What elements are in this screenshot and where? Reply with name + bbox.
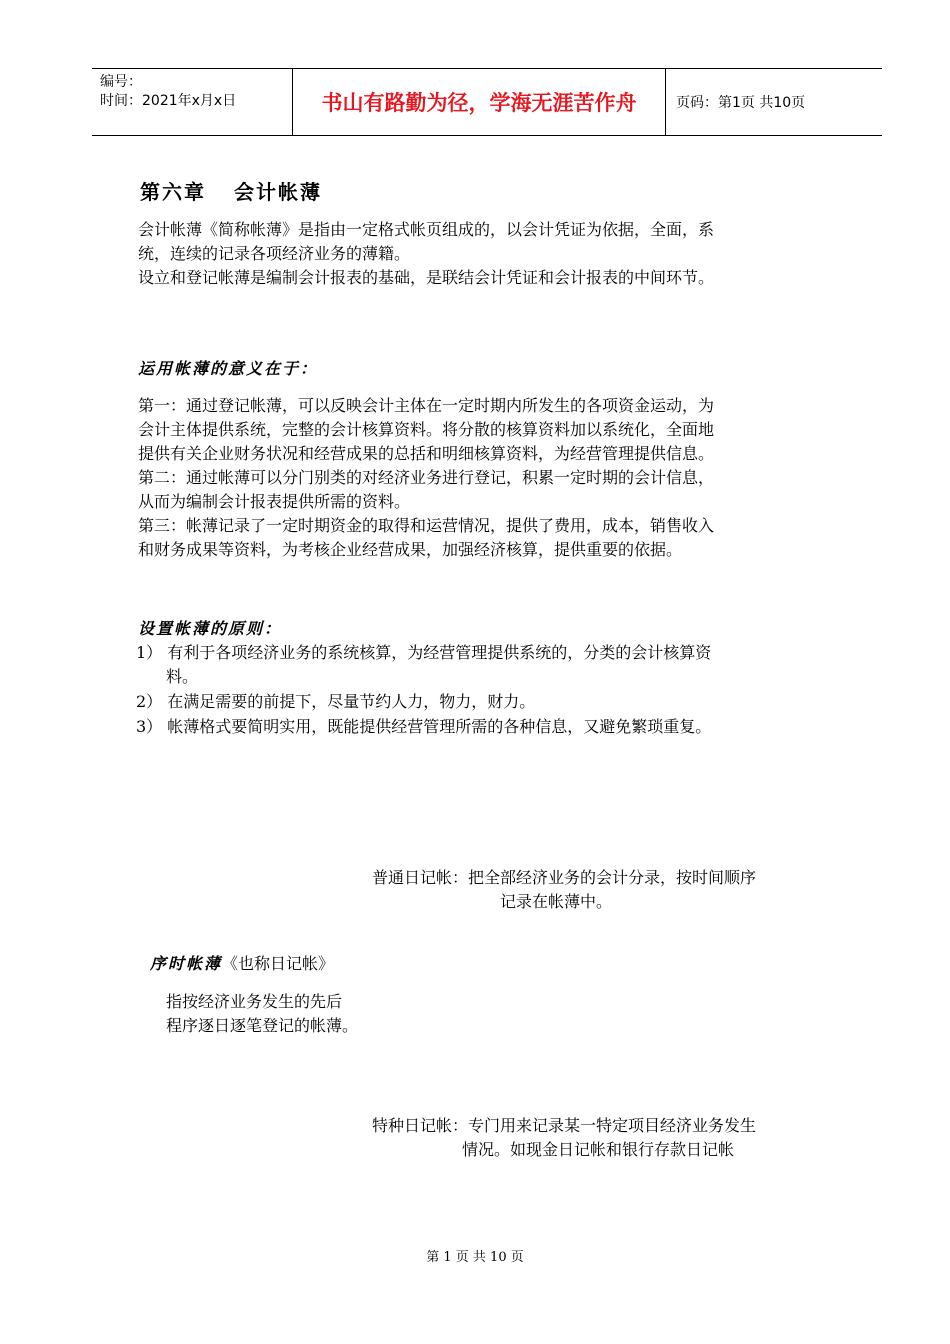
header-meta (92, 69, 293, 135)
significance-line-3: 提供有关企业财务状况和经营成果的总括和明细核算资料，为经营管理提供信息。 (138, 444, 715, 463)
significance-line-4: 第二：通过帐薄可以分门别类的对经济业务进行登记，积累一定时期的会计信息， (138, 468, 715, 487)
doc-time: 时间：2021年x月x日 (100, 93, 237, 109)
chapter-title (140, 176, 322, 205)
significance-line-7: 和财务成果等资料，为考核企业经营成果，加强经济核算，提供重要的依据。 (138, 540, 683, 559)
principle-item-3: 3） 帐薄格式要简明实用，既能提供经营管理所需的各种信息，又避免繁琐重复。 (136, 717, 712, 736)
intro-line-1: 会计帐薄《简称帐薄》是指由一定格式帐页组成的，以会计凭证为依据，全面，系 (138, 220, 715, 239)
chapter-name: 会计帐薄 (234, 180, 322, 204)
chrono-ledger-title (150, 952, 334, 976)
page-footer: 第 1 页 共 10 页 (426, 1250, 524, 1265)
principle-item-1: 1） 有利于各项经济业务的系统核算，为经营管理提供系统的，分类的会计核算资 (136, 643, 712, 662)
significance-heading: 运用帐薄的意义在于： (138, 359, 319, 378)
special-journal-line-1: 特种日记帐：专门用来记录某一特定项目经济业务发生 (372, 1116, 757, 1135)
principle-item-2: 2） 在满足需要的前提下，尽量节约人力，物力，财力。 (136, 692, 536, 711)
significance-line-5: 从而为编制会计报表提供所需的资料。 (138, 492, 411, 511)
intro-line-3: 设立和登记帐薄是编制会计报表的基础，是联结会计凭证和会计报表的中间环节。 (138, 268, 715, 287)
special-journal-line-2: 情况。如现金日记帐和银行存款日记帐 (462, 1140, 735, 1159)
header-page-info: 页码：第1页 共10页 (676, 95, 806, 111)
chapter-number: 第六章 (140, 180, 206, 204)
significance-line-1: 第一：通过登记帐薄，可以反映会计主体在一定时期内所发生的各项资金运动，为 (138, 396, 715, 415)
intro-line-2: 统，连续的记录各项经济业务的薄籍。 (138, 244, 411, 263)
chrono-desc-line-2: 程序逐日逐笔登记的帐薄。 (166, 1016, 359, 1035)
general-journal-line-2: 记录在帐薄中。 (500, 892, 613, 911)
principles-heading: 设置帐薄的原则： (138, 619, 283, 638)
significance-line-6: 第三：帐薄记录了一定时期资金的取得和运营情况，提供了费用，成本，销售收入 (138, 516, 715, 535)
chrono-ledger-alias: 《也称日记帐》 (222, 954, 335, 973)
chrono-ledger-name: 序时帐薄 (150, 954, 223, 973)
page-header (92, 68, 882, 136)
chrono-desc-line-1: 指按经济业务发生的先后 (166, 992, 343, 1011)
header-motto: 书山有路勤为径，学海无涯苦作舟 (293, 69, 666, 135)
doc-number-label: 编号： (100, 74, 142, 90)
principle-item-1-cont: 料。 (166, 667, 199, 686)
significance-line-2: 会计主体提供系统，完整的会计核算资料。将分散的核算资料加以系统化，全面地 (138, 420, 715, 439)
general-journal-line-1: 普通日记帐：把全部经济业务的会计分录，按时间顺序 (372, 868, 757, 887)
